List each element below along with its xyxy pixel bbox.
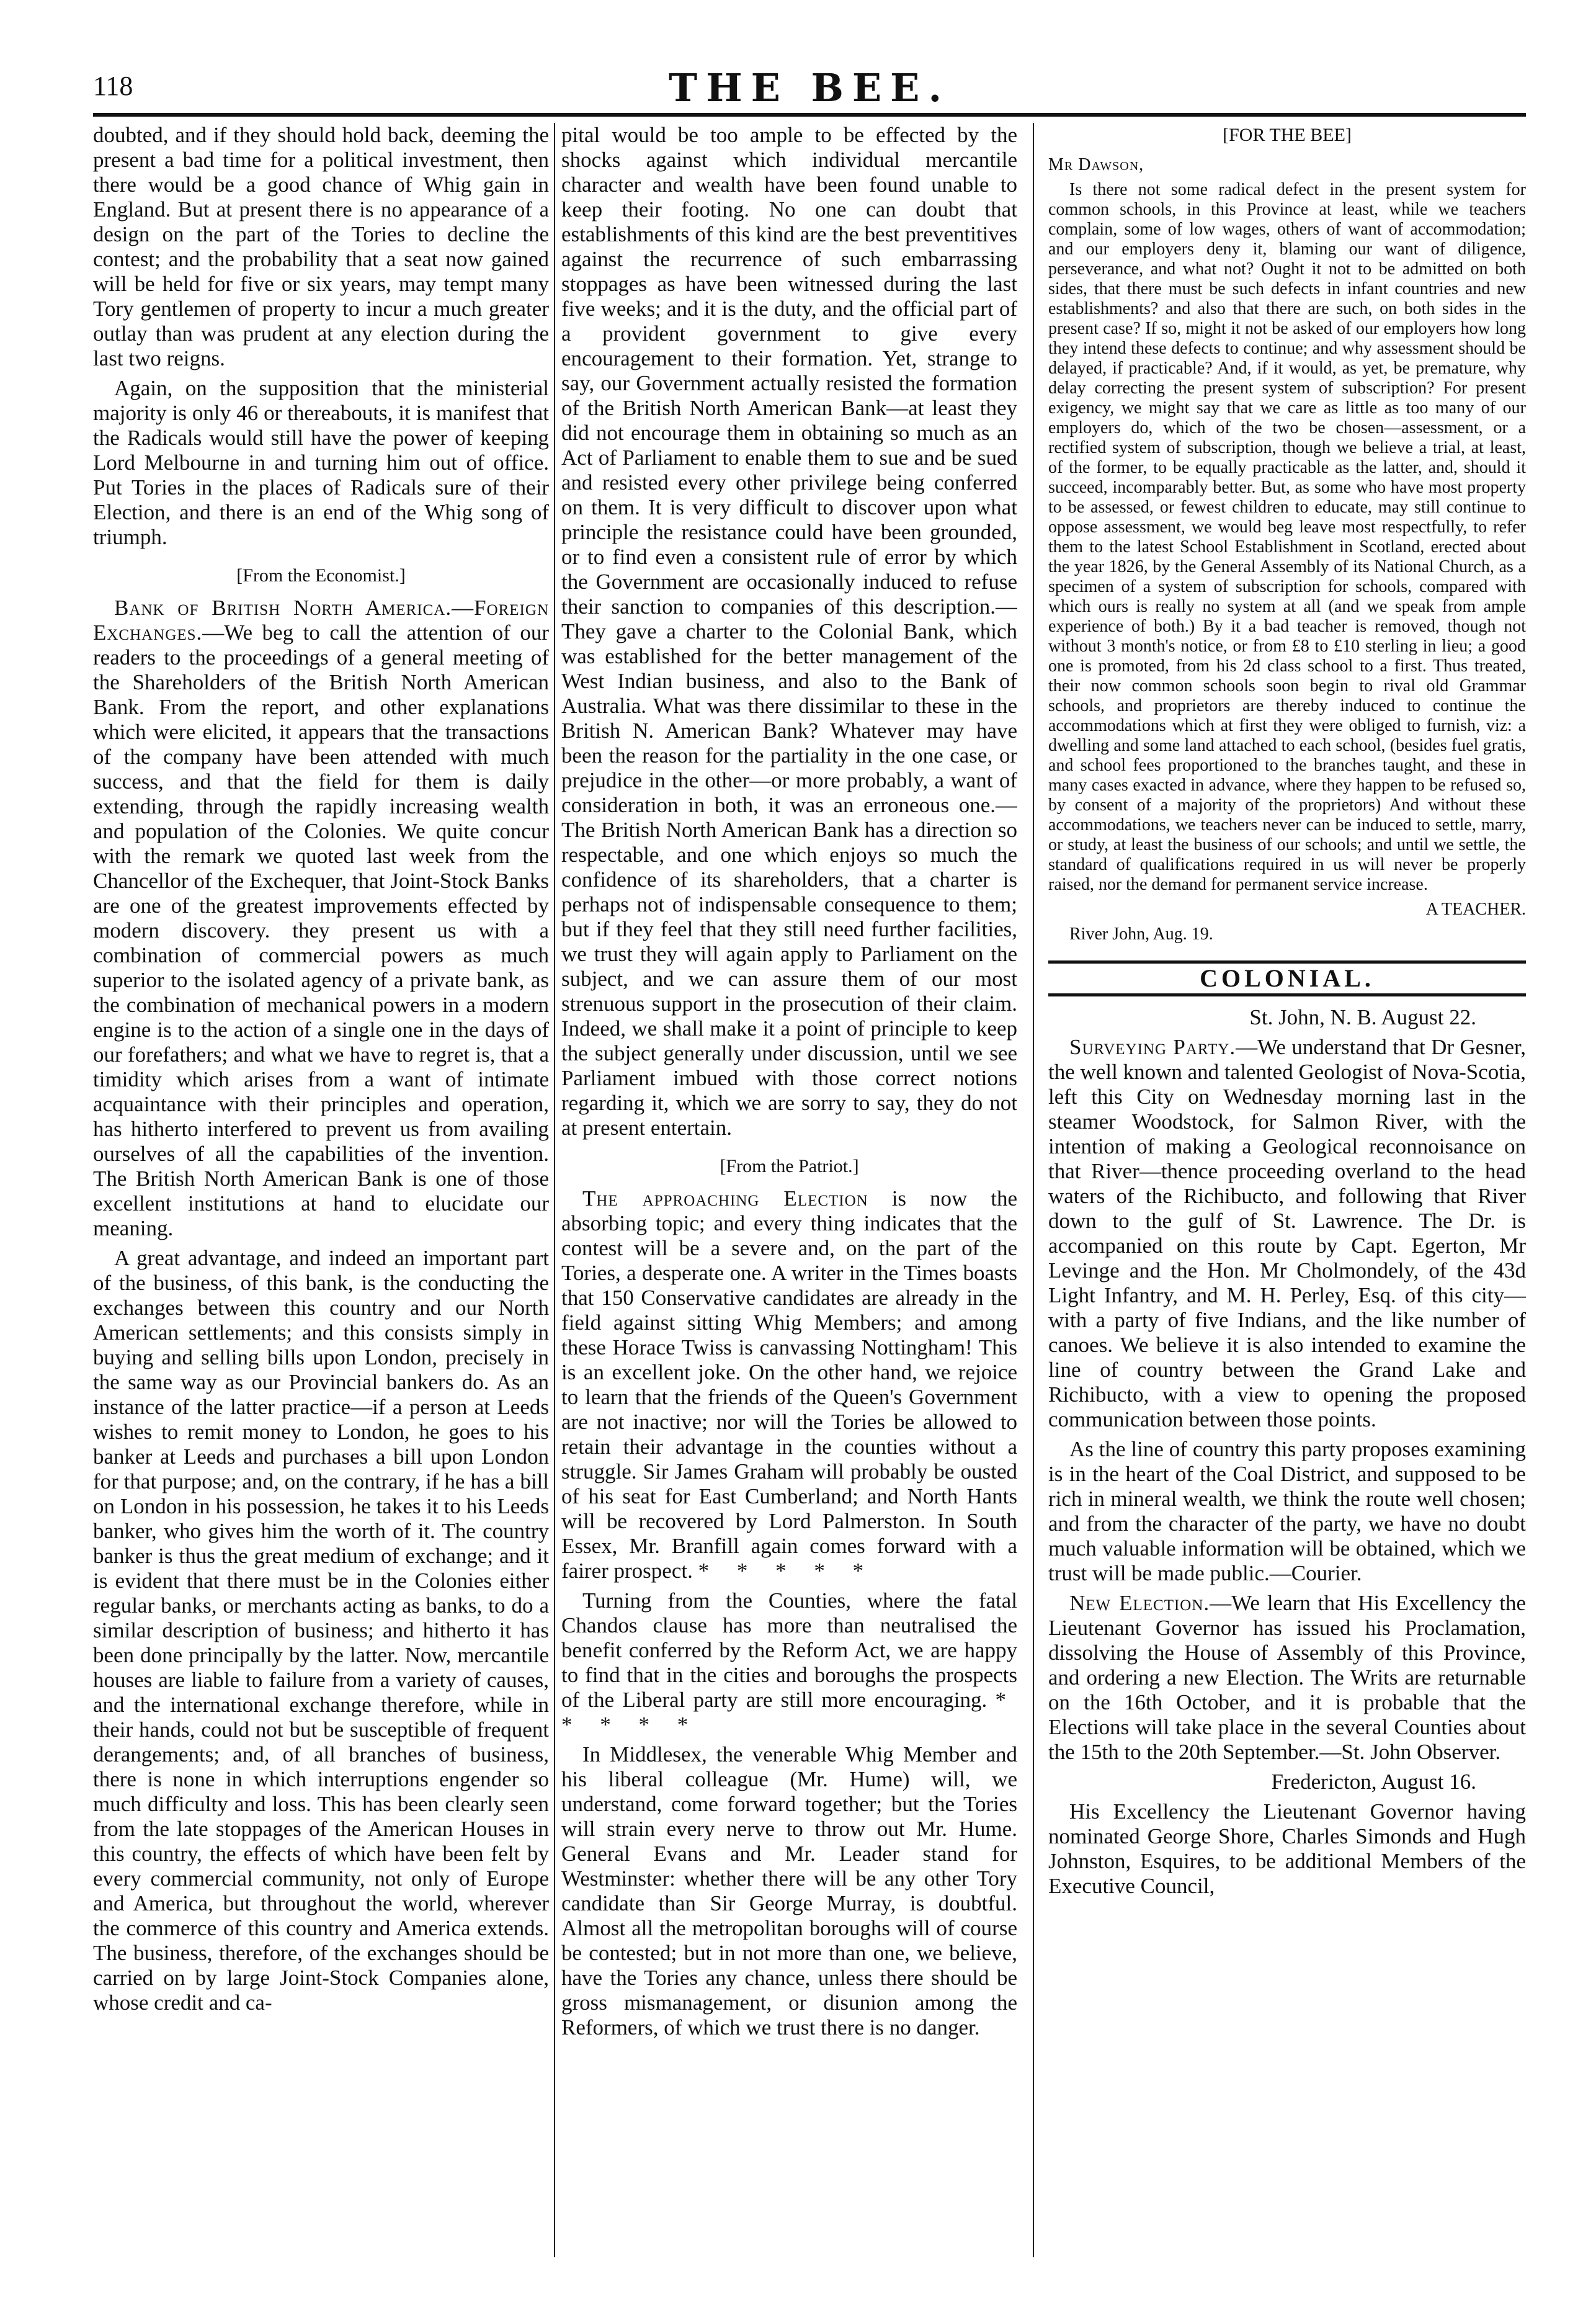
article-paragraph: In Middlesex, the venerable Whig Member and his liberal colleague (Mr. Hume) will, we understand, come forward together; but the Tories will strain every nerve to throw out Mr. Hume. General Evans and Mr. Leader stand for Westminster: whether there will be any other Tory candidate than Sir George Murray, is doubtful. Almost all the metropolitan boroughs will of course be contested; but in not more than one, we believe, have the Tories any chance, unless there should be gross mismanagement, or disunion among the Reformers, of which we trust there is no danger. <box>561 1742 1017 2039</box>
article-paragraph: pital would be too ample to be effected by the shocks against which individual mercantile character and wealth have been found unable to keep their footing. No one can doubt that establishments of this kind are the best preventitives against the recurrence of such embarrassing stoppages as have been witnessed during the last five weeks; and it is the duty, and the official part of a provident government to give every encouragement to their formation. Yet, strange to say, our Government actually resisted the formation of the British North American Bank—at least they did not encourage them in obtaining so much as an Act of Parliament to enable them to sue and be sued and resisted every other privilege being conferred on them. It is very difficult to discover upon what principle the resistance could have been grounded, or to find even a consistent rule of error by which the Government are occasionally induced to refuse their sanction to companies of this description.—They gave a charter to the Colonial Bank, which was established for the better management of the West Indian business, and also to the Bank of Australia. What was there dissimilar to these in the British N. American Bank? Whatever may have been the reason for the partiality in the one case, or prejudice in the other—or more probably, a want of consideration in both, it was an erroneous one.—The British North American Bank has a direction so respectable, and one which enjoys so much the confidence of its shareholders, that a charter is perhaps not of indispensable consequence to them; but if they feel that they still need further facilities, we trust they will again apply to Parliament on the subject, and we can assure them of our most strenuous support in the prosecution of their claim. Indeed, we shall make it a point of principle to keep the subject generally under discussion, until we see Parliament imbued with those correct notions regarding it, which we are sorry to say, they do not at present entertain. <box>561 123 1017 1140</box>
dateline: Fredericton, August 16. <box>1271 1770 1476 1794</box>
article-text: is now the absorbing topic; and every thing indicates that the contest will be a severe and, on the part of the Tories, a desperate one. A writer in the Times boasts that 150 Conservative candidates are already in the field against sitting Whig Members; and among these Horace Twiss is canvassing Nottingham! This is an excellent joke. On the other hand, we rejoice to learn that the friends of the Queen's Government are not inactive; nor will the Tories be allowed to retain their advantage in the counties without a struggle. Sir James Graham will probably be ousted of his seat for East Cumberland; and North Hants will be recovered by Lord Palmerston. In South Essex, Mr. Branfill again comes forward with a fairer prospect. <box>561 1186 1017 1583</box>
article-paragraph: As the line of country this party proposes examining is in the heart of the Coal District, and supposed to be rich in mineral wealth, we think the route well chosen; and from the character of the party, we have no doubt much valuable information will be obtained, which we trust will be made public.—Courier. <box>1048 1437 1526 1585</box>
article-text: Turning from the Counties, where the fatal Chandos clause has more than neutralised the benefit conferred by the Reform Act, we are happy to find that in the cities and boroughs the prospects of the Liberal party are still more encouraging. <box>561 1588 1017 1712</box>
column-2 <box>561 123 1017 2257</box>
section-stars: * * * * * <box>698 1559 875 1583</box>
article-heading: New Election. <box>1069 1591 1210 1615</box>
article-heading: The approaching Election <box>582 1186 868 1211</box>
column-3 <box>1048 123 1526 2257</box>
article-paragraph <box>1048 1035 1526 1432</box>
source-heading: [From the Patriot.] <box>720 1156 859 1176</box>
article-text: —We learn that His Excellency the Lieutenant Governor has issued his Proclamation, dissolving the House of Assembly of this Province, and ordering a new Election. The Writs are returnable on the 16th October, and it is probable that the Elections will take place in the several Counties about the 15th to the 20th September.—St. John Observer. <box>1048 1591 1526 1764</box>
masthead-title: THE BEE. <box>668 65 951 110</box>
letter-body: Is there not some radical defect in the present system for common schools, in this Province at least, while we teachers complain, some of low wages, others of want of accommodation; and our employers deny it, blaming our want of diligence, perseverance, and what not? Ought it not to be admitted on both sides, that there must be such defects in infant countries and new establishments? and also that there are such, on both sides in the present case? If so, might it not be asked of our employers how long they intend these defects to continue; and why assessment should be delayed, if practicable? And, if it would, as yet, be premature, why delay correcting the present system of subscription? For present exigency, we might say that we care as little as too many of our employers do, which of the two be chosen—assessment, or a rectified system of subscription, though we believe a trial, at least, of the former, to be equally practicable as the latter, and, should it succeed, incomparably better. But, as some who have most property to be assessed, or fewest children to educate, may still continue to oppose assessment, we would beg leave most respectfully, to refer them to the latest School Establishment in Scotland, erected about the year 1826, by the General Assembly of its National Church, as a specimen of a system of subscription for schools, compared with which ours is really no system at all (and we speak from ample experience of both.) By it a bad teacher is removed, though not without 3 month's notice, or from £8 to £10 sterling in lieu; a good one is promoted, from his 2d class school to a first. Thus treated, their now common schools soon begin to rival old Grammar schools, and proprietors are thereby induced to continue the accommodations which at first they were obliged to furnish, viz: a dwelling and some land attached to each school, (besides fuel gratis, and school fees proportioned to the branches taught, and these in many cases exacted in advance, where they happen to be refused so, by consent of a majority of the proprietors) And without these accommodations, we teachers never can be induced to settle, marry, or study, at least the business of our schools; and until we settle, the standard of qualifications required in us will never be properly raised, nor the demand for permanent service increase. <box>1048 180 1526 894</box>
letter-signature: A TEACHER. <box>1425 900 1526 919</box>
article-paragraph: Again, on the supposition that the ministerial majority is only 46 or thereabouts, it is manifest that the Radicals would still have the power of keeping Lord Melbourne in and turning him out of office. Put Tories in the places of Radicals sure of their Election, and there is an end of the Whig song of triumph. <box>93 376 549 549</box>
header-rule <box>93 113 1526 117</box>
article-text: —We beg to call the attention of our readers to the proceedings of a general meeting of the Shareholders of the British North American Bank. From the report, and other explanations which were elicited, it appears that the transactions of the company have been attended with much success, and that the field for them is daily extending, through the rapidly increasing wealth and population of the Colonies. We quite concur with the remark we quoted last week from the Chancellor of the Exchequer, that Joint-Stock Banks are one of the greatest improvements effected by modern discovery. they present us with a combination of commercial powers as much superior to the isolated agency of a private bank, as the combination of mechanical powers in a modern engine is to the action of a single one in the days of our forefathers; and what we have to regret is, that a timidity which arises from a want of intimate acquaintance with their principles and operation, has hitherto interfered to prevent us from availing ourselves of all the capabilities of the invention. The British North American Bank is one of those excellent institutions at hand to elucidate our meaning. <box>93 620 549 1240</box>
article-heading: Bank of British North America.—Foreign Exchanges. <box>93 596 549 645</box>
page-header <box>93 65 1526 115</box>
article-paragraph <box>561 1186 1017 1583</box>
letter-salutation: Mr Dawson, <box>1048 155 1144 174</box>
colonial-heading: COLONIAL. <box>1048 960 1526 996</box>
article-paragraph: His Excellency the Lieutenant Governor having nominated George Shore, Charles Simonds and Hugh Johnston, Esquires, to be additional Members of the Executive Council, <box>1048 1799 1526 1898</box>
article-heading: Surveying Party. <box>1069 1035 1236 1059</box>
article-paragraph <box>93 596 549 1241</box>
article-paragraph: doubted, and if they should hold back, deeming the present a bad time for a political investment, then there would be a good chance of Whig gain in England. But at present there is no appearance of a design on the part of the Tories to decline the contest; and the probability that a seat now gained will be held for five or six years, may tempt many Tory gentlemen of property to incur a much greater outlay than was prudent at any election during the last two reigns. <box>93 123 549 370</box>
section-stars: * * * * * <box>561 1688 1017 1737</box>
column-divider <box>1033 123 1034 2257</box>
column-divider <box>554 123 555 2257</box>
page-number: 118 <box>93 71 133 101</box>
letter-block <box>1048 155 1526 944</box>
article-text: —We understand that Dr Gesner, the well known and talented Geologist of Nova-Scotia, left this City on Wednesday morning last in the steamer Woodstock, for Salmon River, with the intention of making a Geological reconnoisance on that River—thence proceeding overland to the head waters of the Richibucto, and following that River down to the gulf of St. Lawrence. The Dr. is accompanied on this route by Capt. Egerton, Mr Levinge and the Hon. Mr Cholmondely, of the 43d Light Infantry, and M. H. Perley, Esq. of this city—with a party of five Indians, and the like number of canoes. We believe it is also intended to examine the line of country between the Grand Lake and Richibucto, with a view to opening the proposed communication between those points. <box>1048 1035 1526 1431</box>
article-paragraph <box>1048 1591 1526 1765</box>
source-heading: [FOR THE BEE] <box>1223 125 1352 145</box>
source-heading: [From the Economist.] <box>236 565 406 586</box>
article-paragraph: A great advantage, and indeed an important part of the business, of this bank, is the conducting the exchanges between this country and our North American settlements; and this consists simply in buying and selling bills upon London, precisely in the same way as our Provincial bankers do. As an instance of the latter practice—if a person at Leeds wishes to remit money to London, he goes to his banker at Leeds and purchases a bill upon London for that purpose; and, on the contrary, if he has a bill on London in his possession, he takes it to his Leeds banker, who gives him the worth of it. The country banker is thus the great medium of exchange; and it is evident that there must be in the Colonies either regular banks, or merchants acting as banks, to do a similar description of business; and hitherto it has been done principally by the latter. Now, mercantile houses are liable to failure from a variety of causes, and the international exchange therefore, while in their hands, could not but be susceptible of frequent derangements; and, of all branches of business, there is none in which interruptions engender so much difficulty and loss. This has been clearly seen from the late stoppages of the American Houses in this country, the effects of which have been felt by every commercial community, not only of Europe and America, but throughout the world, wherever the commerce of this country and America extends. The business, therefore, of the exchanges should be carried on by large Joint-Stock Companies alone, whose credit and ca- <box>93 1246 549 2015</box>
column-1 <box>93 123 549 2257</box>
letter-place: River John, Aug. 19. <box>1069 924 1213 944</box>
article-paragraph <box>561 1588 1017 1737</box>
dateline: St. John, N. B. August 22. <box>1249 1005 1476 1029</box>
